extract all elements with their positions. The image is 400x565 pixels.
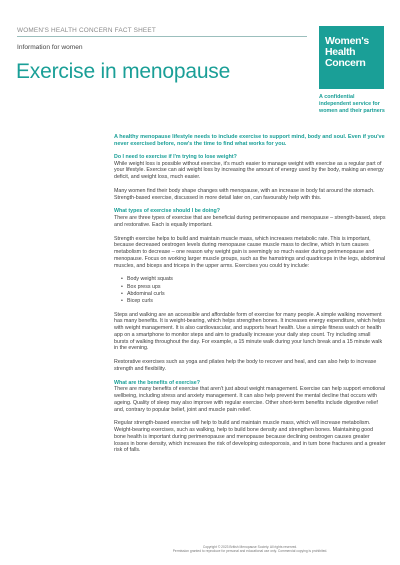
list-item	[121, 276, 386, 283]
audience-subheader: Information for women	[17, 44, 83, 51]
copyright-line: Copyright © 2023 British Menopause Society. All rights reserved.	[202, 545, 298, 549]
copyright-footer	[114, 545, 386, 553]
fact-sheet-label: WOMEN'S HEALTH CONCERN FACT SHEET	[17, 27, 156, 34]
paragraph: Steps and walking are an accessible and affordable form of exercise for many people. A simple walking movement has many benefits. It is weight-bearing, which helps strengthen bones. It increases energy expenditure, which helps with weight management. It is also cardiovascular, and supports heart health. Use a simple fitness watch or health app on a smartphone to monitor steps and aim to gradually increase your daily step count. Try including small bursts of walking throughout the day. For example, a 15 minute walk during your lunch break and a 15 minute walk in the evening.	[114, 311, 385, 352]
section-heading: What are the benefits of exercise?	[114, 379, 200, 386]
permission-line: Permission granted to reproduce for personal and educational use only. Commercial copying is prohibited.	[172, 549, 328, 554]
article-body	[114, 134, 386, 461]
list-item	[121, 291, 386, 298]
section-heading: What types of exercise should I be doing?	[114, 208, 220, 215]
tagline-line-1: A confidential	[319, 94, 355, 100]
logo-line-1: Women's	[325, 35, 369, 47]
bullet-icon: •	[121, 283, 123, 290]
paragraph: There are three types of exercise that are beneficial during perimenopause and menopause – strength-based, steps and restorative. Each is equally important.	[114, 215, 386, 228]
intro-paragraph: A healthy menopause lifestyle needs to include exercise to support mind, body and soul. Even if you've never exercised before, now's the time to find what works for you.	[114, 134, 385, 147]
list-item-text: Box press ups	[127, 283, 161, 290]
bullet-icon: •	[121, 276, 123, 283]
list-item	[121, 284, 386, 291]
paragraph: Many women find their body shape changes with menopause, with an increase in body fat around the stomach. Strength-based exercise, discussed in more detail later on, can favourably help with this.	[114, 187, 375, 201]
paragraph: Regular strength-based exercise will help to build and maintain muscle mass, which will increase metabolism. Weight-bearing exercises, such as walking, help to build bone density and strengthen bones. Maintaining good bone health is important during perimenopause and menopause because declining oestrogen causes greater losses in bone density, which increases the risk of developing osteoporosis, and in turn bone fractures and a greater risk of falls.	[114, 420, 386, 454]
page-title: Exercise in menopause	[16, 60, 231, 83]
bullet-icon: •	[121, 298, 123, 305]
paragraph: Restorative exercises such as yoga and pilates help the body to recover and heal, and can also help to increase strength and flexibility.	[114, 359, 377, 372]
list-item-text: Body weight squats	[127, 276, 173, 283]
list-item-text: Bicep curls	[127, 298, 153, 305]
tagline-line-3: women and their partners	[319, 107, 385, 114]
exercise-list	[114, 276, 386, 305]
header-divider	[17, 36, 307, 37]
list-item-text: Abdominal curls	[127, 290, 165, 297]
logo-line-2: Health	[325, 46, 356, 58]
logo-line-3: Concern	[325, 57, 366, 69]
list-item	[121, 298, 386, 305]
section-heading: Do I need to exercise if I'm trying to lose weight?	[114, 153, 237, 160]
paragraph: While weight loss is possible without exercise, it's much easier to manage weight with exercise as a regular part of your lifestyle. Exercise can aid weight loss by increasing the amount of energy used by the body, making an energy deficit, and weight loss, much easier.	[114, 160, 384, 181]
womens-health-concern-logo	[319, 26, 384, 89]
tagline-line-2: independent service for	[319, 100, 380, 107]
paragraph: Strength exercise helps to build and maintain muscle mass, which increases metabolic rate. This is important, because decreased oestrogen levels during menopause cause muscle mass to decline, which in turn causes metabolism to decrease – one reason why weight gain is seemingly so much easier during perimenopause and menopause. Focus on working larger muscle groups, such as the hamstrings and quadriceps in the legs, abdominal muscles, and biceps and triceps in the upper arms. Exercises you could try include:	[114, 235, 386, 269]
logo-wordmark	[325, 36, 369, 69]
bullet-icon: •	[121, 290, 123, 297]
paragraph: There are many benefits of exercise that aren't just about weight management. Exercise can help support emotional wellbeing, including stress and anxiety management. It can also help prevent the mental decline that occurs with ageing. Quality of sleep may also improve with regular exercise. Other short-term benefits include digestive relief and, contrary to popular belief, joint and muscle pain relief.	[114, 386, 386, 413]
logo-tagline	[319, 94, 391, 114]
